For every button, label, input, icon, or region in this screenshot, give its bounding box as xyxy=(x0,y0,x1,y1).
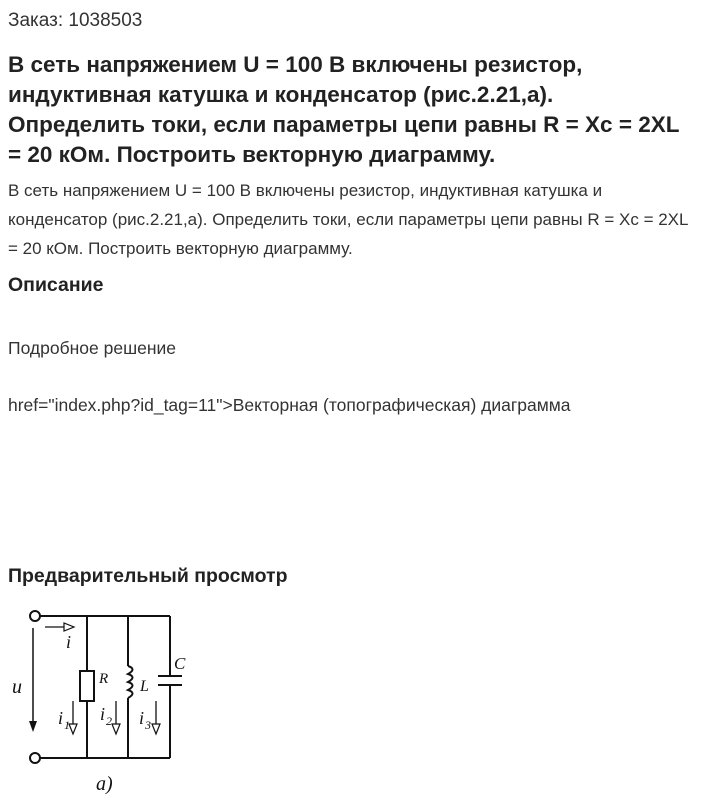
label-i3: i xyxy=(139,708,145,728)
current-arrowhead xyxy=(64,623,74,631)
label-i: i xyxy=(66,632,72,652)
resistor-symbol xyxy=(80,671,94,701)
problem-description: В сеть напряжением U = 100 В включены резистор, индуктивная катушка и конденсатор (рис.2.21,а). Определить токи, если параметры цепи равны R = Xc = 2XL = 20 кОм. Построить векторную диаграмму. xyxy=(8,181,688,258)
section-heading-preview: Предварительный просмотр xyxy=(8,565,288,587)
label-i2-sub: 2 xyxy=(106,714,112,728)
label-i3-sub: 3 xyxy=(145,718,151,732)
solution-label: Подробное решение xyxy=(8,338,177,358)
circuit-diagram xyxy=(0,598,220,810)
page-title: В сеть напряжением U = 100 В включены резистор, индуктивная катушка и конденсатор (рис.2.21,а). Определить токи, если параметры цепи равны R = Xc = 2XL = 20 кОм. Построить векторную диаграмму. xyxy=(8,52,680,167)
label-i2: i xyxy=(100,704,106,724)
label-C: C xyxy=(174,654,186,673)
section-heading-description: Описание xyxy=(8,274,104,296)
raw-link-text: href="index.php?id_tag=11">Векторная (топографическая) диаграмма xyxy=(8,395,571,415)
terminal-top xyxy=(30,611,40,621)
terminal-bottom xyxy=(30,753,40,763)
order-number: Заказ: 1038503 xyxy=(8,10,143,31)
i1-arrowhead xyxy=(69,724,77,734)
label-u: u xyxy=(12,676,22,698)
voltage-arrowhead xyxy=(29,721,37,732)
label-i1: i xyxy=(58,708,64,728)
figure-caption: a) xyxy=(96,773,113,795)
i3-arrowhead xyxy=(152,724,160,734)
label-i1-sub: 1 xyxy=(64,718,70,732)
label-R: R xyxy=(99,671,109,687)
label-L: L xyxy=(140,678,149,695)
inductor-coil xyxy=(128,666,133,698)
i2-arrowhead xyxy=(112,724,120,734)
